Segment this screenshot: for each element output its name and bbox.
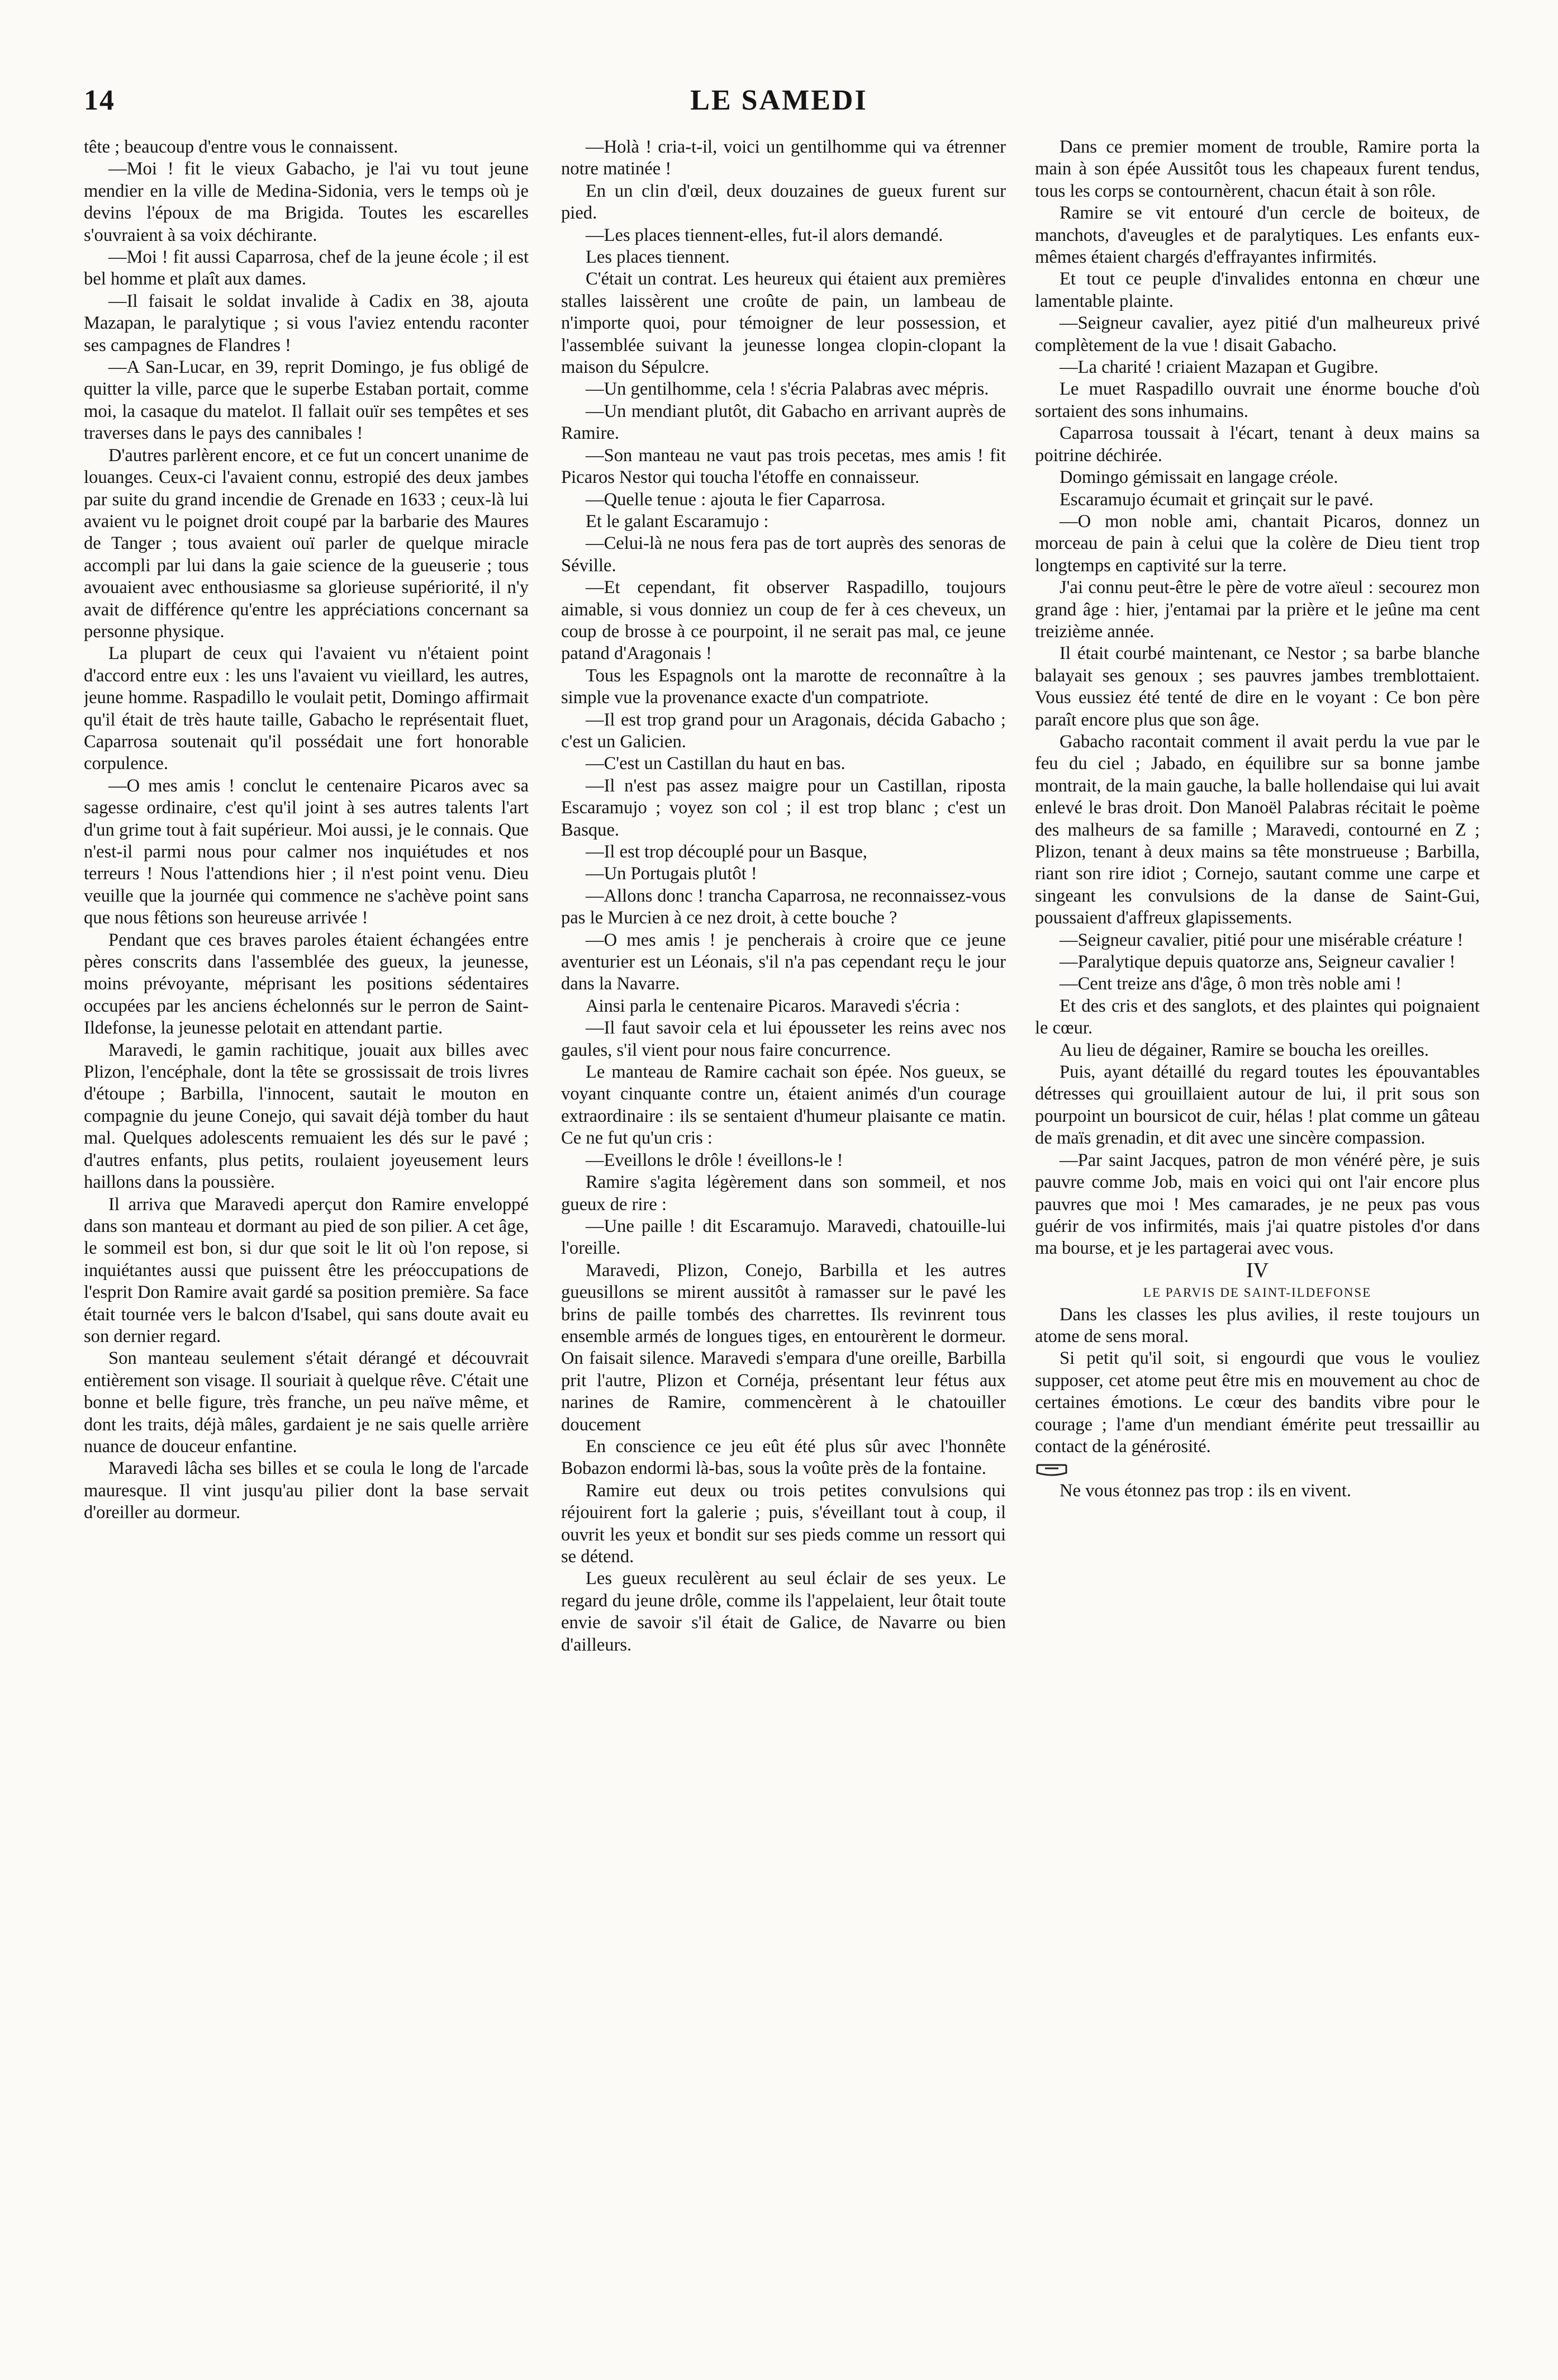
paragraph: —Et cependant, fit observer Raspadillo, toujours aimable, si vous donniez un coup de fer à ces cheveux, un coup de brosse à ce pourpoint, il ne serait pas mal, ce jeune patand d'Aragonais ! — [561, 577, 1006, 664]
printer-ornament-icon — [1035, 1461, 1068, 1480]
paragraph: C'était un contrat. Les heureux qui étaient aux premières stalles laissèrent une croûte de pain, un lambeau de n'importe quoi, pour témoigner de leur possession, et l'assemblée suivant la jeunesse longea clopin-clopant la maison du Sépulcre. — [561, 269, 1006, 378]
paragraph: —Cent treize ans d'âge, ô mon très noble ami ! — [1060, 974, 1402, 994]
paragraph: Les gueux reculèrent au seul éclair de ses yeux. Le regard du jeune drôle, comme ils l'appelaient, leur ôtait toute envie de savoir s'il était de Galice, de Navarre ou bien d'ailleurs. — [561, 1568, 1006, 1655]
paragraph: En conscience ce jeu eût été plus sûr avec l'honnête Bobazon endormi là-bas, sous la voûte près de la fontaine. — [561, 1436, 1006, 1479]
paragraph: Il arriva que Maravedi aperçut don Ramire enveloppé dans son manteau et dormant au pied de son pilier. A cet âge, le sommeil est bon, si dur que soit le lit où l'on repose, si inquiétantes aussi que puissent être les préoccupations de l'esprit Don Ramire avait gardé sa position première. Sa face était tournée vers le balcon d'Isabel, qui sans doute avait eu son dernier regard. — [84, 1194, 529, 1347]
paragraph: —Seigneur cavalier, ayez pitié d'un malheureux privé complètement de la vue ! disait Gabacho. — [1035, 313, 1480, 355]
paragraph: —Les places tiennent-elles, fut-il alors demandé. — [586, 225, 943, 245]
paragraph: J'ai connu peut-être le père de votre aïeul : secourez mon grand âge : hier, j'entamai par la prière et le jeûne ma cent treizième année. — [1035, 577, 1480, 642]
paragraph: Ramire eut deux ou trois petites convulsions qui réjouirent fort la galerie ; puis, s'éveillant tout à coup, il ouvrit les yeux et bondit sur ses pieds comme un ressort qui se détend. — [561, 1480, 1006, 1567]
paragraph: Caparrosa toussait à l'écart, tenant à deux mains sa poitrine déchirée. — [1035, 423, 1480, 466]
paragraph: —Quelle tenue : ajouta le fier Caparrosa. — [586, 489, 886, 510]
paragraph: Ainsi parla le centenaire Picaros. Maravedi s'écria : — [586, 995, 960, 1016]
text-column-2 — [561, 136, 1006, 2199]
paragraph: Ramire s'agita légèrement dans son sommeil, et nos gueux de rire : — [561, 1172, 1006, 1215]
paragraph: Dans les classes les plus avilies, il reste toujours un atome de sens moral. — [1035, 1304, 1480, 1347]
paragraph: —Il n'est pas assez maigre pour un Castillan, riposta Escaramujo ; voyez son col ; il est trop blanc ; c'est un Basque. — [561, 775, 1006, 840]
paragraph: Et tout ce peuple d'invalides entonna en chœur une lamentable plainte. — [1035, 269, 1480, 311]
paragraph: La plupart de ceux qui l'avaient vu n'étaient point d'accord entre eux : les uns l'avaient vu vieillard, les autres, jeune homme. Raspadillo le voulait petit, Domingo affirmait qu'il était de très haute taille, Gabacho le représentait fluet, Caparrosa soutenait qu'il possédait une fort honorable corpulence. — [84, 643, 529, 774]
paragraph: Maravedi, Plizon, Conejo, Barbilla et les autres gueusillons se mirent aussitôt à ramasser sur le pavé les brins de paille tombés des charrettes. Ils revinrent tous ensemble armés de longues tiges, en entourèrent le dormeur. On faisait silence. Maravedi s'empara d'une oreille, Barbilla prit l'autre, Plizon et Cornéja, présentant leur fétus aux narines de Ramire, commencèrent à le chatouiller doucement — [561, 1260, 1006, 1435]
paragraph: Au lieu de dégainer, Ramire se boucha les oreilles. — [1060, 1040, 1429, 1060]
paragraph: —Celui-là ne nous fera pas de tort auprès des senoras de Séville. — [561, 533, 1006, 576]
paragraph: Ramire se vit entouré d'un cercle de boiteux, de manchots, d'aveugles et de paralytiques. Les enfants eux-mêmes étaient chargés d'effrayantes infirmités. — [1035, 203, 1480, 268]
paragraph: Gabacho racontait comment il avait perdu la vue par le feu du ciel ; Jabado, en équilibre sur sa bonne jambe montrait, de la main gauche, la balle hollendaise qui lui avait enlevé le bras droit. Don Manoël Palabras récitait le poème des malheurs de sa famille ; Maravedi, contourné en Z ; Plizon, tenant à deux mains sa tête monstrueuse ; Barbilla, riant son rire idiot ; Cornejo, sautant comme une carpe et singeant les convulsions de la danse de Saint-Gui, poussaient d'affreux glapissements. — [1035, 731, 1480, 928]
paragraph: Et le galant Escaramujo : — [586, 511, 769, 532]
paragraph: —Un Portugais plutôt ! — [586, 864, 757, 884]
paragraph: —O mes amis ! conclut le centenaire Picaros avec sa sagesse ordinaire, c'est qu'il joint à ses autres talents l'art d'un grime tout à fait supérieur. Moi aussi, je le connais. Que n'est-il parmi nous pour calmer nos inquiétudes et nos terreurs ! Nous l'attendions hier ; il n'est point venu. Dieu veuille que la journée qui commence ne s'achève point sans que nous fêtions son heureuse arrivée ! — [84, 775, 529, 928]
paragraph: —C'est un Castillan du haut en bas. — [586, 753, 846, 774]
paragraph: Maravedi lâcha ses billes et se coula le long de l'arcade mauresque. Il vint jusqu'au pilier dont la base servait d'oreiller au dormeur. — [84, 1458, 529, 1523]
paragraph: Il était courbé maintenant, ce Nestor ; sa barbe blanche balayait ses genoux ; ses pauvres jambes tremblottaient. Vous eussiez été tenté de dire en le voyant : Ce bon père paraît encore plus que son âge. — [1035, 643, 1480, 730]
paragraph: —Son manteau ne vaut pas trois pecetas, mes amis ! fit Picaros Nestor qui toucha l'étoffe en connaisseur. — [561, 445, 1006, 488]
paragraph: —O mon noble ami, chantait Picaros, donnez un morceau de pain à celui que la colère de Dieu tient trop longtemps en captivité sur la terre. — [1035, 511, 1480, 576]
paragraph: tête ; beaucoup d'entre vous le connaissent. — [84, 137, 398, 157]
paragraph: —Il faisait le soldat invalide à Cadix en 38, ajouta Mazapan, le paralytique ; si vous l'aviez entendu raconter ses campagnes de Flandres ! — [84, 291, 529, 355]
paragraph: En un clin d'œil, deux douzaines de gueux furent sur pied. — [561, 181, 1006, 224]
paragraph: —Un mendiant plutôt, dit Gabacho en arrivant auprès de Ramire. — [561, 401, 1006, 444]
paragraph: Escaramujo écumait et grinçait sur le pavé. — [1060, 489, 1374, 510]
paragraph: Son manteau seulement s'était dérangé et découvrait entièrement son visage. Il souriait à quelque rêve. C'était une bonne et belle figure, très franche, un peu naïve même, et dont les traits, déjà mâles, gardaient je ne sais quelle arrière nuance de douceur enfantine. — [84, 1348, 529, 1457]
journal-title: LE SAMEDI — [690, 84, 868, 116]
page-number: 14 — [84, 84, 115, 116]
paragraph: Pendant que ces braves paroles étaient échangées entre pères conscrits dans l'assemblée des gueux, la jeunesse, moins prévoyante, méprisant les positions sédentaires occupées par les anciens échelonnés sur le perron de Saint-Ildefonse, la jeunesse pelotait en attendant partie. — [84, 930, 529, 1039]
paragraph: Le manteau de Ramire cachait son épée. Nos gueux, se voyant cinquante contre un, étaient animés d'un courage extraordinaire : ils se sentaient d'humeur plaisante ce matin. Ce ne fut qu'un cris : — [561, 1062, 1006, 1149]
paragraph: —Il est trop découplé pour un Basque, — [586, 842, 867, 862]
text-column-3 — [1035, 136, 1480, 2199]
paragraph: —Moi ! fit aussi Caparrosa, chef de la jeune école ; il est bel homme et plaît aux dames. — [84, 247, 529, 290]
paragraph: —Un gentilhomme, cela ! s'écria Palabras avec mépris. — [586, 379, 989, 400]
paragraph: —Moi ! fit le vieux Gabacho, je l'ai vu tout jeune mendier en la ville de Medina-Sidonia, vers le temps où je devins l'époux de ma Brigida. Toutes les escarelles s'ouvraient à sa voix déchirante. — [84, 159, 529, 245]
paragraph: Le muet Raspadillo ouvrait une énorme bouche d'où sortaient des sons inhumains. — [1035, 379, 1480, 421]
paragraph: Les places tiennent. — [586, 247, 730, 268]
paragraph: —O mes amis ! je pencherais à croire que ce jeune aventurier est un Léonais, s'il n'a pas cependant reçu le jour dans la Navarre. — [561, 930, 1006, 994]
section-numeral: IV — [1246, 1258, 1269, 1282]
paragraph: —Par saint Jacques, patron de mon vénéré père, je suis pauvre comme Job, mais en voici qui ont l'air encore plus pauvres que moi ! Mes camarades, je ne peux pas vous guérir de vos infirmités, mais j'ai quatre pistoles d'or dans ma bourse, et je les partagerai avec vous. — [1035, 1150, 1480, 1259]
section-title: LE PARVIS DE SAINT-ILDEFONSE — [1143, 1286, 1372, 1300]
paragraph: —A San-Lucar, en 39, reprit Domingo, je fus obligé de quitter la ville, parce que le superbe Estaban portait, comme moi, la casaque du matelot. Il fallait ouïr ses tempêtes et ses traverses dans le pays des cannibales ! — [84, 357, 529, 444]
paragraph: —La charité ! criaient Mazapan et Gugibre. — [1060, 357, 1379, 378]
paragraph: —Il est trop grand pour un Aragonais, décida Gabacho ; c'est un Galicien. — [561, 709, 1006, 752]
paragraph: —Seigneur cavalier, pitié pour une misérable créature ! — [1060, 930, 1464, 950]
paragraph: Domingo gémissait en langage créole. — [1060, 467, 1338, 488]
paragraph: —Allons donc ! trancha Caparrosa, ne reconnaissez-vous pas le Murcien à ce nez droit, à cette bouche ? — [561, 885, 1006, 928]
paragraph: Tous les Espagnols ont la marotte de reconnaître à la simple vue la provenance exacte d'un compatriote. — [561, 665, 1006, 708]
paragraph: —Paralytique depuis quatorze ans, Seigneur cavalier ! — [1060, 952, 1456, 973]
paragraph: Si petit qu'il soit, si engourdi que vous le vouliez supposer, cet atome peut être mis en mouvement au choc de certaines émotions. Le cœur des bandits vibre pour le courage ; l'ame d'un mendiant émérite peut tressaillir au contact de la générosité. — [1035, 1348, 1480, 1457]
paragraph: Maravedi, le gamin rachitique, jouait aux billes avec Plizon, l'encéphale, dont la tête se grossissait de trois livres d'étoupe ; Barbilla, l'innocent, sautait le mouton en compagnie du jeune Conejo, qui savait déjà tomber du haut mal. Quelques adolescents remuaient les dés sur le pavé ; d'autres enfants, plus petits, roulaient joyeusement leurs haillons dans la poussière. — [84, 1040, 529, 1193]
paragraph: Et des cris et des sanglots, et des plaintes qui poignaient le cœur. — [1035, 995, 1480, 1039]
paragraph: —Eveillons le drôle ! éveillons-le ! — [586, 1150, 843, 1170]
paragraph: Puis, ayant détaillé du regard toutes les épouvantables détresses qui grouillaient autour de lui, il prit sous son pourpoint un boursicot de cuir, hélas ! plat comme un gâteau de maïs grenadin, et dit avec une sincère compassion. — [1035, 1062, 1480, 1149]
paragraph: Ne vous étonnez pas trop : ils en vivent. — [1060, 1480, 1352, 1501]
paragraph: —Il faut savoir cela et lui épousseter les reins avec nos gaules, s'il vient pour nous faire concurrence. — [561, 1018, 1006, 1060]
paragraph: —Holà ! cria-t-il, voici un gentilhomme qui va étrenner notre matinée ! — [561, 137, 1006, 179]
paragraph: D'autres parlèrent encore, et ce fut un concert unanime de louanges. Ceux-ci l'avaient connu, estropié des deux jambes par suite du grand incendie de Grenade en 1633 ; ceux-là lui avaient vu le poignet droit coupé par la barbarie des Maures de Tanger ; tous avaient ouï parler de quelque miracle accompli par lui dans la gaie science de la gueuserie ; tous avouaient avec enthousiasme sa glorieuse supériorité, il n'y avait de différence qu'entre les appréciations concernant sa personne physique. — [84, 445, 529, 642]
paragraph: —Une paille ! dit Escaramujo. Maravedi, chatouille-lui l'oreille. — [561, 1216, 1006, 1259]
text-column-1 — [84, 136, 529, 2199]
paragraph: Dans ce premier moment de trouble, Ramire porta la main à son épée Aussitôt tous les chapeaux furent tendus, tous les corps se contournèrent, chacun était à son rôle. — [1035, 137, 1480, 201]
